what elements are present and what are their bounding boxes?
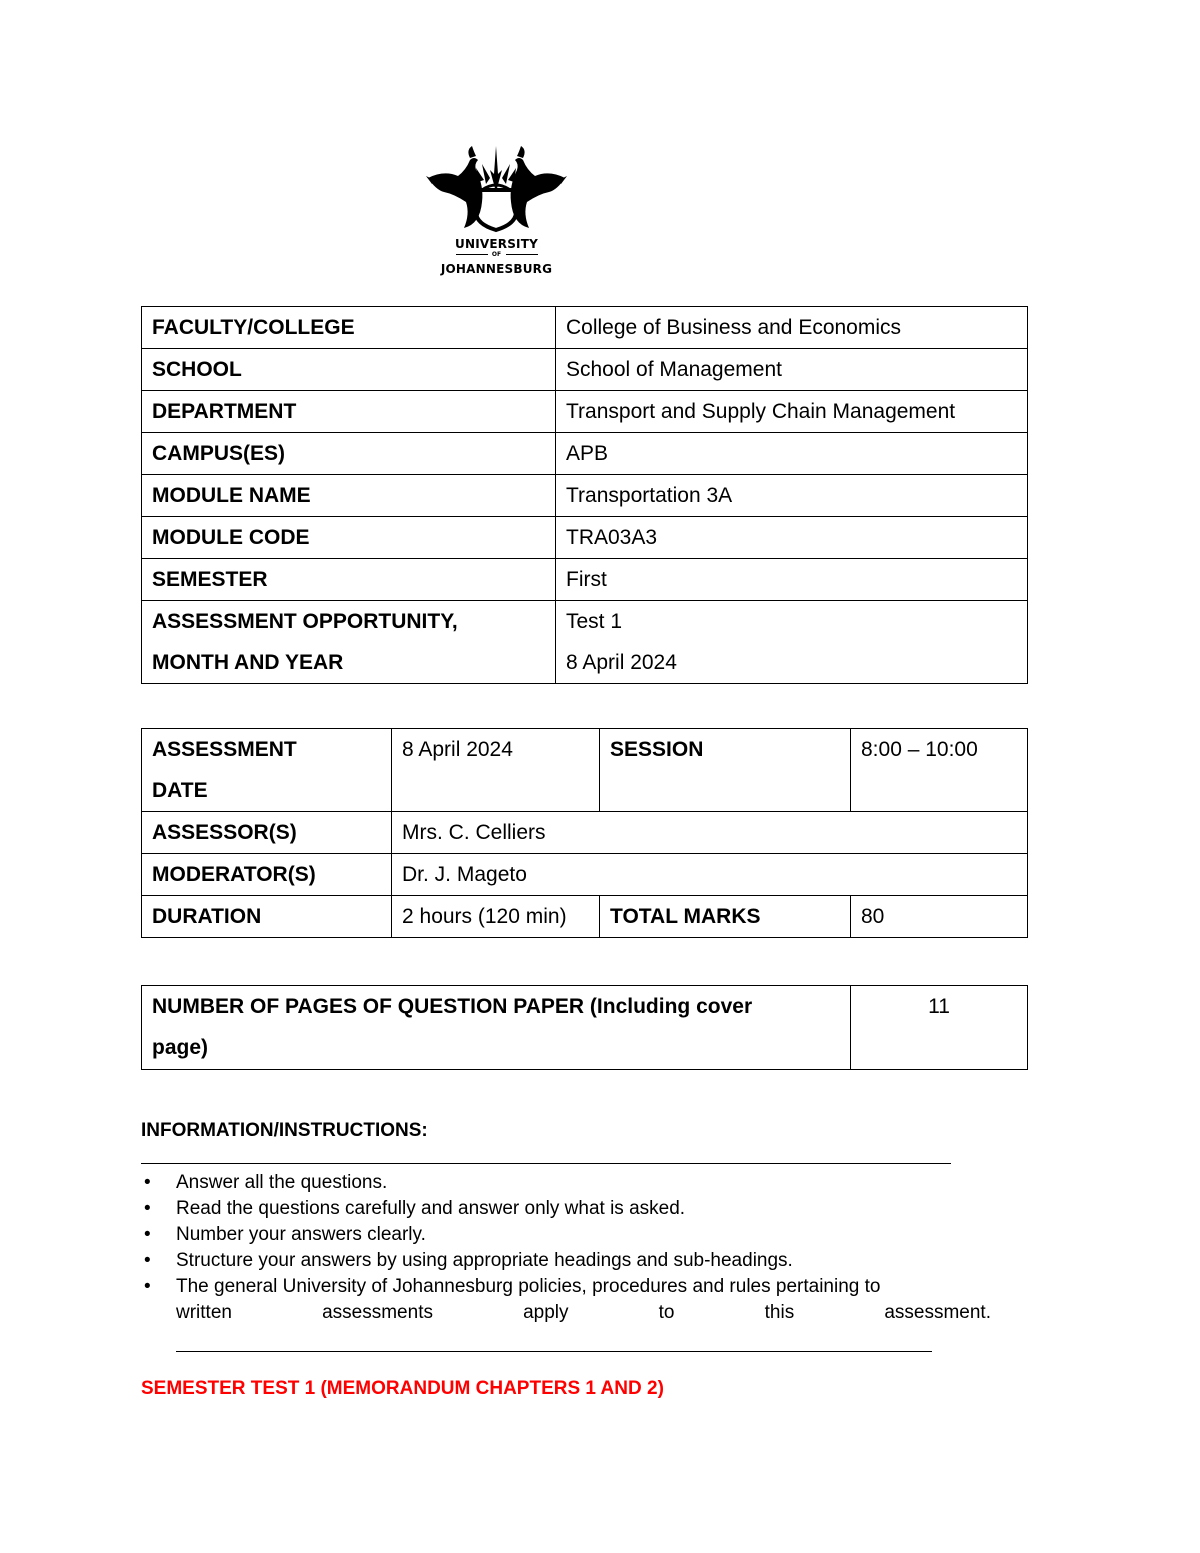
page-count-value: 11 [851,986,1028,1070]
assessment-date-label [142,729,392,812]
session-label: SESSION [600,729,851,812]
bullet-icon: • [144,1276,151,1297]
list-item-text: Number your answers clearly. [176,1224,426,1245]
list-item [141,1248,991,1274]
logo-divider-right [506,254,538,255]
field-value-line: 8 April 2024 [566,651,677,674]
label-line: DATE [152,779,208,802]
list-item [141,1196,991,1222]
instructions-end-divider [176,1351,932,1352]
word: assessment. [884,1302,991,1323]
list-item-text: Read the questions carefully and answer only what is asked. [176,1198,686,1219]
table-row [142,517,1028,559]
justified-line [176,1300,991,1326]
logo-text-of: OF [491,251,502,258]
field-label: MODULE NAME [142,475,556,517]
moderator-label: MODERATOR(S) [142,854,392,896]
table-row [142,854,1028,896]
instructions-list [141,1170,991,1326]
moderator-value: Dr. J. Mageto [392,854,1028,896]
field-value: College of Business and Economics [556,307,1028,349]
field-label [142,601,556,684]
list-item [141,1274,991,1326]
logo-text-johannesburg: JOHANNESBURG [440,262,553,276]
uj-crest-icon [424,140,569,235]
field-value: Transport and Supply Chain Management [556,391,1028,433]
field-value: School of Management [556,349,1028,391]
table-row [142,896,1028,938]
table-row [142,729,1028,812]
field-label: SEMESTER [142,559,556,601]
instructions-divider [141,1163,951,1164]
word: written [176,1302,232,1323]
total-marks-value: 80 [851,896,1028,938]
field-value: APB [556,433,1028,475]
instructions-heading: INFORMATION/INSTRUCTIONS: [141,1120,428,1141]
list-item-text: Answer all the questions. [176,1172,388,1193]
session-value: 8:00 – 10:00 [851,729,1028,812]
module-info-table [141,306,1028,684]
duration-value: 2 hours (120 min) [392,896,600,938]
list-item [141,1222,991,1248]
table-row [142,812,1028,854]
label-line: page) [152,1036,209,1059]
university-logo [424,140,569,280]
table-row [142,601,1028,684]
table-row [142,559,1028,601]
bullet-icon: • [144,1224,151,1245]
field-value: First [556,559,1028,601]
table-row [142,391,1028,433]
word: apply [523,1302,569,1323]
table-row [142,307,1028,349]
field-value: TRA03A3 [556,517,1028,559]
label-line: NUMBER OF PAGES OF QUESTION PAPER (Including cover [152,995,753,1018]
assessment-date-value: 8 April 2024 [392,729,600,812]
word: to [658,1302,675,1323]
table-row [142,986,1028,1070]
list-item-text: Structure your answers by using appropriate headings and sub-headings. [176,1250,793,1271]
bullet-icon: • [144,1172,151,1193]
assessor-label: ASSESSOR(S) [142,812,392,854]
field-label: DEPARTMENT [142,391,556,433]
bullet-icon: • [144,1250,151,1271]
table-row [142,475,1028,517]
logo-text-university: UNIVERSITY [455,237,538,251]
page-count-label [142,986,851,1070]
bullet-icon: • [144,1198,151,1219]
field-label-line: MONTH AND YEAR [152,651,344,674]
assessment-details-table [141,728,1028,938]
field-label: CAMPUS(ES) [142,433,556,475]
field-value [556,601,1028,684]
list-item [141,1170,991,1196]
field-label: SCHOOL [142,349,556,391]
word: assessments [322,1302,433,1323]
field-label: MODULE CODE [142,517,556,559]
table-row [142,349,1028,391]
assessor-value: Mrs. C. Celliers [392,812,1028,854]
field-value: Transportation 3A [556,475,1028,517]
test-title: SEMESTER TEST 1 (MEMORANDUM CHAPTERS 1 AND 2) [141,1378,664,1399]
page-count-table [141,985,1028,1070]
total-marks-label: TOTAL MARKS [600,896,851,938]
table-row [142,433,1028,475]
label-line: ASSESSMENT [152,738,297,761]
field-label: FACULTY/COLLEGE [142,307,556,349]
duration-label: DURATION [142,896,392,938]
field-value-line: Test 1 [566,610,623,633]
field-label-line: ASSESSMENT OPPORTUNITY, [152,610,458,633]
list-item-text: The general University of Johannesburg policies, procedures and rules pertaining to [176,1276,881,1297]
word: this [764,1302,795,1323]
